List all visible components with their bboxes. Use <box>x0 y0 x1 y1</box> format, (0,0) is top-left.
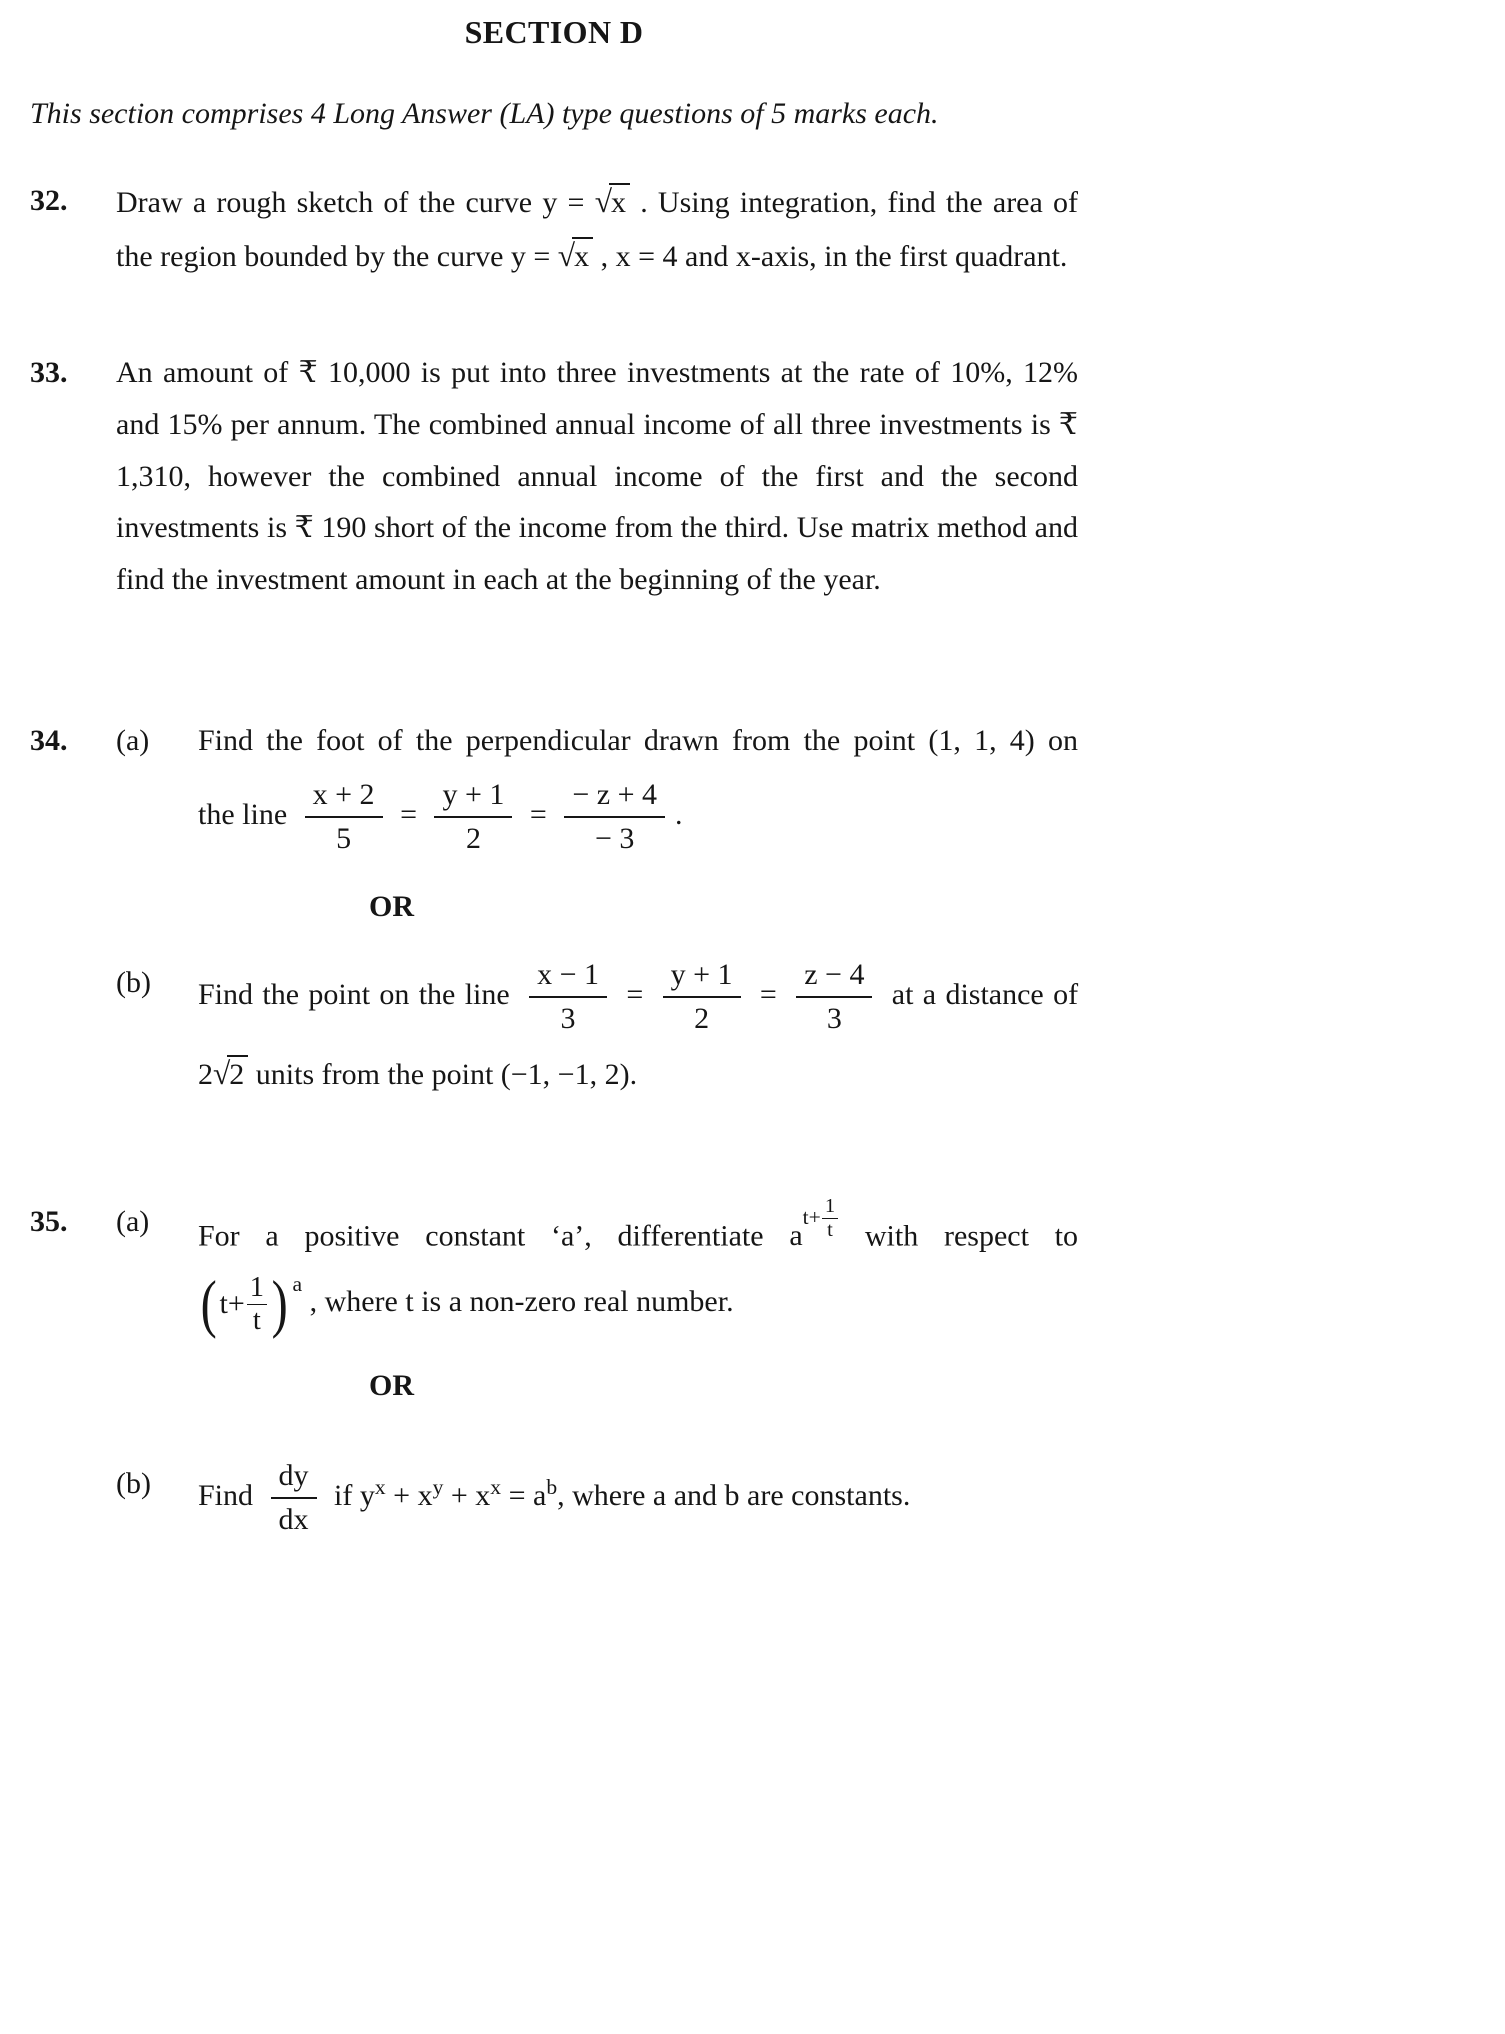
question-35a-label: (a) <box>116 1204 150 1238</box>
inner-prefix: t+ <box>219 1287 245 1321</box>
power-a-to-t-plus-1-over-t <box>789 1194 839 1253</box>
q35-or-separator: OR <box>369 1369 414 1403</box>
term-base: a <box>533 1478 547 1512</box>
open-paren: ( <box>200 1267 217 1339</box>
question-34-body <box>116 715 1078 1100</box>
question-33-text: An amount of ₹ 10,000 is put into three investments at the rate of 10%, 12% and 15% per annum. The combined annual income of all three investments is ₹ 1,310, however the combined annual income of the first and the second investments is ₹ 190 short of the income from the third. Use matrix method and find the investment amount in each at the beginning of the year. <box>116 356 1078 596</box>
question-33-number: 33. <box>30 356 68 390</box>
close-paren: ) <box>271 1267 288 1339</box>
outer-exponent: a <box>292 1272 303 1297</box>
q34a-line-2 <box>198 777 1078 857</box>
fraction-dy-over-dx <box>271 1458 317 1538</box>
q34b-segment-3: units from the point (−1, −1, 2). <box>255 1057 638 1091</box>
question-32-text <box>116 175 1078 283</box>
fraction-numerator: dy <box>271 1458 317 1499</box>
question-34-number: 34. <box>30 724 68 758</box>
question-34b <box>116 957 1078 1101</box>
fraction-denominator: 5 <box>336 821 352 855</box>
q34b-segment-1: Find the point on the line <box>198 977 510 1011</box>
fraction-numerator: 1 <box>822 1196 838 1220</box>
fraction-denominator: − 3 <box>594 821 635 855</box>
term-a-power-b <box>533 1474 558 1512</box>
section-intro: This section comprises 4 Long Answer (LA) type questions of 5 marks each. <box>30 97 939 130</box>
q32-segment-3: , x = 4 and x-axis, in the first quadrant. <box>600 240 1068 274</box>
term-base: x <box>475 1478 491 1512</box>
radical-sign: √ <box>557 238 576 274</box>
sqrt-x-expression <box>558 240 593 273</box>
question-32-number: 32. <box>30 184 68 217</box>
term-x-power-x <box>475 1474 502 1512</box>
term-exponent: x <box>374 1474 386 1499</box>
radical-sign: √ <box>213 1055 231 1091</box>
equals-sign: = <box>508 1478 526 1512</box>
equals-sign: = <box>400 797 417 831</box>
question-34b-label: (b) <box>116 965 151 999</box>
radicand: 2 <box>227 1055 248 1091</box>
radical-sign: √ <box>594 184 612 219</box>
fraction-numerator: z − 4 <box>796 957 872 998</box>
term-base: x <box>417 1478 433 1512</box>
fraction-denominator: 2 <box>465 821 481 855</box>
q34a-segment-2: the line <box>198 797 288 831</box>
question-35a-text <box>198 1196 1078 1337</box>
question-35-number: 35. <box>30 1204 68 1238</box>
fraction-numerator: − z + 4 <box>564 777 665 818</box>
equals-sign: = <box>626 977 644 1011</box>
question-35 <box>30 1196 1078 1538</box>
radicand: x <box>609 183 630 219</box>
question-33 <box>30 347 1078 605</box>
q34a-line-1 <box>198 715 1078 767</box>
term-exponent: y <box>432 1474 444 1499</box>
q35b-segment-1: Find <box>198 1478 254 1512</box>
q35a-segment-2: with respect to <box>864 1219 1079 1253</box>
fraction-numerator: x − 1 <box>529 957 607 998</box>
fraction-x-plus-2-over-5 <box>305 777 383 857</box>
comma: , <box>557 1478 565 1512</box>
q35a-line-2 <box>198 1267 1078 1339</box>
fraction-denominator: dx <box>278 1502 309 1536</box>
question-34a-text <box>198 715 1078 857</box>
q35b-segment-3: where a and b are constants. <box>572 1478 911 1512</box>
sqrt-coefficient: 2 <box>198 1057 213 1091</box>
radicand: x <box>572 237 593 273</box>
sqrt-2-expression <box>213 1055 248 1091</box>
fraction-1-over-t <box>247 1273 267 1336</box>
fraction-minus-z-plus-4-over-minus-3 <box>564 777 665 857</box>
section-d-content <box>30 14 1078 1538</box>
fraction-denominator: t <box>252 1304 261 1336</box>
question-35-body <box>116 1196 1078 1538</box>
question-34a <box>116 715 1078 857</box>
fraction-denominator: 3 <box>560 1001 576 1035</box>
q34a-period: . <box>674 797 683 831</box>
q32-segment-2: . Using integration, find the area of the region bounded by the curve y = <box>116 186 1079 274</box>
parenthesised-t-plus-1-over-t-power-a <box>198 1267 303 1339</box>
fraction-z-minus-4-over-3 <box>796 957 872 1037</box>
q35b-segment-2: if <box>334 1478 353 1512</box>
power-exponent <box>803 1196 839 1242</box>
term-base: y <box>359 1478 375 1512</box>
fraction-numerator: x + 2 <box>305 777 383 818</box>
question-35b-text <box>198 1458 1078 1538</box>
fraction-numerator: y + 1 <box>434 777 512 818</box>
q35a-segment-3: , where t is a non-zero real number. <box>309 1284 734 1318</box>
question-34 <box>30 715 1078 1100</box>
q35a-line-1 <box>198 1196 1078 1262</box>
sqrt-x-expression <box>595 186 630 219</box>
term-exponent: b <box>546 1474 558 1499</box>
fraction-denominator: t <box>827 1219 833 1242</box>
fraction-numerator: 1 <box>247 1273 267 1305</box>
fraction-y-plus-1-over-2 <box>434 777 512 857</box>
plus-sign: + <box>393 1478 411 1512</box>
q35a-segment-1: For a positive constant ‘a’, differentiate <box>198 1219 764 1253</box>
fraction-x-minus-1-over-3 <box>529 957 607 1037</box>
equals-sign: = <box>759 977 777 1011</box>
question-35b <box>116 1458 1078 1538</box>
exponent-prefix: t+ <box>802 1204 821 1229</box>
q34b-line-2 <box>198 1047 1078 1101</box>
term-exponent: x <box>490 1474 502 1499</box>
equals-sign: = <box>529 797 547 831</box>
question-35a <box>116 1196 1078 1337</box>
fraction-numerator: y + 1 <box>663 957 741 998</box>
q34a-segment-1: Find the foot of the perpendicular drawn from the point (1, 1, 4) on <box>198 724 1078 758</box>
question-35b-label: (b) <box>116 1466 151 1500</box>
q34b-line-1 <box>198 957 1078 1037</box>
term-x-power-y <box>417 1474 444 1512</box>
q34b-segment-2: at a distance of <box>891 977 1079 1011</box>
question-34b-text <box>198 957 1078 1101</box>
term-y-power-x <box>359 1474 386 1512</box>
section-title: SECTION D <box>464 14 644 50</box>
fraction-denominator: 2 <box>694 1001 710 1035</box>
fraction-denominator: 3 <box>826 1001 842 1035</box>
question-32 <box>30 175 1078 283</box>
power-base: a <box>789 1219 803 1253</box>
fraction-y-plus-1-over-2 <box>663 957 741 1037</box>
q32-segment-1: Draw a rough sketch of the curve y = <box>116 186 585 219</box>
q34-or-separator: OR <box>369 889 414 923</box>
fraction-1-over-t <box>822 1196 838 1242</box>
question-34a-label: (a) <box>116 724 150 758</box>
plus-sign: + <box>450 1478 468 1512</box>
